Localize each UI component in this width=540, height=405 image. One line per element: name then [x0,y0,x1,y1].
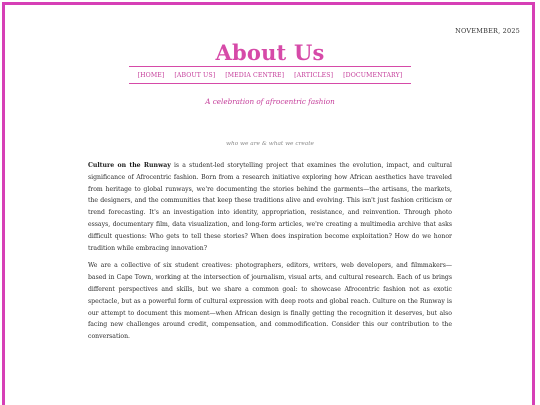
nav-link-home[interactable]: [HOME] [137,71,165,79]
about-paragraph-2: We are a collective of six student creatives: photographers, editors, writers, web developers, and filmmakers—based in Cape Town, working at the intersection of journalism, visual arts, and cultural research. Each of us brings different perspectives and skills, but we share a common goal: to showcase Afrocentric fashion not as exotic spectacle, but as a powerful form of cultural expression with deep roots and global reach. Culture on the Runway is our attempt to document this moment—when African design is finally getting the recognition it deserves, but also facing new challenges around credit, compensation, and commodification. Consider this our contribution to the conversation. [88,262,452,341]
nav-link-articles[interactable]: [ARTICLES] [294,71,334,79]
page-title: About Us [215,40,325,65]
section-label: who we are & what we create [226,141,314,147]
project-name: Culture on the Runway [88,162,171,169]
date-label: NOVEMBER, 2025 [455,27,520,35]
main-nav [129,66,411,84]
nav-link-documentary[interactable]: [DOCUMENTARY] [343,71,403,79]
about-content [88,160,452,349]
about-paragraph-1 [88,160,452,254]
nav-link-about-us[interactable]: [ABOUT US] [174,71,216,79]
nav-link-media-centre[interactable]: [MEDIA CENTRE] [225,71,285,79]
tagline: A celebration of afrocentric fashion [205,97,335,106]
about-paragraph-1-text: is a student-led storytelling project that examines the evolution, impact, and cultural significance of Afrocentric fashion. Born from a research initiative exploring how African aesthetics have traveled from heritage to global runways, we're documenting the stories behind the garments—the artisans, the markets, the designers, and the communities that keep these traditions alive and evolving. This isn't just fashion criticism or trend forecasting. It's an investigation into identity, appropriation, resistance, and reinvention. Through photo essays, documentary film, data visualization, and long-form articles, we're creating a multimedia archive that asks difficult questions: Who gets to tell these stories? When does inspiration become exploitation? How do we honor tradition while embracing innovation? [88,162,452,252]
